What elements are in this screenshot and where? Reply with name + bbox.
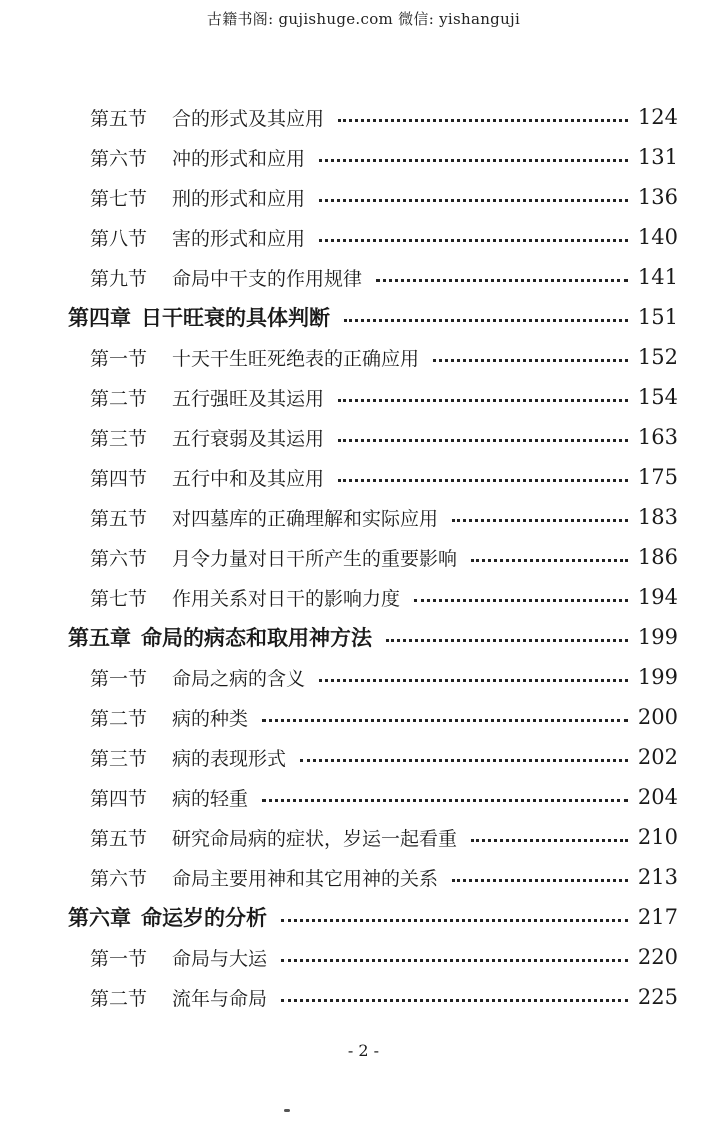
dot-leader <box>300 759 628 762</box>
scan-speck <box>284 1109 290 1112</box>
dot-leader <box>471 839 628 842</box>
toc-section-entry <box>90 777 678 817</box>
dot-leader <box>414 599 628 602</box>
section-title: 命局之病的含义 <box>172 667 306 690</box>
section-number: 第七节 <box>90 587 148 610</box>
section-title: 流年与命局 <box>172 987 268 1010</box>
dot-leader <box>281 959 628 962</box>
section-number: 第四节 <box>90 787 148 810</box>
toc-chapter-entry <box>68 617 678 657</box>
toc-section-entry <box>90 177 678 217</box>
dot-leader <box>338 399 628 402</box>
dot-leader <box>338 119 628 122</box>
page-reference: 220 <box>637 945 678 969</box>
page-reference: 199 <box>637 625 678 649</box>
section-number: 第三节 <box>90 427 148 450</box>
page-reference: 141 <box>637 265 678 289</box>
toc-section-entry <box>90 337 678 377</box>
dot-leader <box>452 519 628 522</box>
toc-section-entry <box>90 497 678 537</box>
page-reference: 186 <box>637 545 678 569</box>
section-number: 第六节 <box>90 147 148 170</box>
page-reference: 202 <box>637 745 678 769</box>
section-title: 病的表现形式 <box>172 747 287 770</box>
chapter-title: 日干旺衰的具体判断 <box>141 305 330 330</box>
dot-leader <box>338 479 628 482</box>
section-title: 五行衰弱及其运用 <box>172 427 325 450</box>
section-title: 命局中干支的作用规律 <box>172 267 363 290</box>
page-reference: 200 <box>637 705 678 729</box>
section-title: 冲的形式和应用 <box>172 147 306 170</box>
page-reference: 213 <box>637 865 678 889</box>
page-reference: 217 <box>637 905 678 929</box>
page-reference: 152 <box>637 345 678 369</box>
toc-section-entry <box>90 697 678 737</box>
page-reference: 163 <box>637 425 678 449</box>
chapter-title: 命局的病态和取用神方法 <box>141 625 372 650</box>
toc-chapter-entry <box>68 297 678 337</box>
dot-leader <box>452 879 628 882</box>
page-reference: 225 <box>637 985 678 1009</box>
section-number: 第二节 <box>90 987 148 1010</box>
section-title: 五行强旺及其运用 <box>172 387 325 410</box>
page-reference: 140 <box>637 225 678 249</box>
toc-section-entry <box>90 577 678 617</box>
section-number: 第一节 <box>90 667 148 690</box>
dot-leader <box>471 559 628 562</box>
toc-section-entry <box>90 457 678 497</box>
section-number: 第五节 <box>90 107 148 130</box>
dot-leader <box>338 439 628 442</box>
dot-leader <box>319 679 628 682</box>
section-number: 第三节 <box>90 747 148 770</box>
section-title: 命局与大运 <box>172 947 268 970</box>
section-number: 第六节 <box>90 867 148 890</box>
dot-leader <box>281 999 628 1002</box>
section-title: 对四墓库的正确理解和实际应用 <box>172 507 439 530</box>
dot-leader <box>386 639 628 642</box>
toc-section-entry <box>90 377 678 417</box>
chapter-number: 第六章 <box>68 905 131 930</box>
toc-section-entry <box>90 657 678 697</box>
section-number: 第五节 <box>90 827 148 850</box>
section-title: 刑的形式和应用 <box>172 187 306 210</box>
dot-leader <box>344 319 628 322</box>
page-number: - 2 - <box>347 1041 380 1060</box>
section-number: 第八节 <box>90 227 148 250</box>
section-number: 第九节 <box>90 267 148 290</box>
toc-section-entry <box>90 97 678 137</box>
toc-chapter-entry <box>68 897 678 937</box>
toc-section-entry <box>90 417 678 457</box>
chapter-number: 第五章 <box>68 625 131 650</box>
page-reference: 199 <box>637 665 678 689</box>
page-reference: 194 <box>637 585 678 609</box>
page-reference: 210 <box>637 825 678 849</box>
section-number: 第一节 <box>90 947 148 970</box>
section-title: 作用关系对日干的影响力度 <box>172 587 401 610</box>
section-number: 第一节 <box>90 347 148 370</box>
toc-section-entry <box>90 257 678 297</box>
dot-leader <box>319 159 628 162</box>
page-reference: 154 <box>637 385 678 409</box>
dot-leader <box>376 279 628 282</box>
page-reference: 136 <box>637 185 678 209</box>
page-reference: 183 <box>637 505 678 529</box>
page-reference: 124 <box>637 105 678 129</box>
toc-section-entry <box>90 537 678 577</box>
section-number: 第五节 <box>90 507 148 530</box>
page-reference: 131 <box>637 145 678 169</box>
section-title: 病的轻重 <box>172 787 249 810</box>
page-reference: 151 <box>637 305 678 329</box>
page-reference: 175 <box>637 465 678 489</box>
section-title: 十天干生旺死绝表的正确应用 <box>172 347 420 370</box>
section-number: 第二节 <box>90 707 148 730</box>
section-title: 月令力量对日干所产生的重要影响 <box>172 547 458 570</box>
section-title: 合的形式及其应用 <box>172 107 325 130</box>
toc-section-entry <box>90 937 678 977</box>
section-title: 病的种类 <box>172 707 249 730</box>
chapter-number: 第四章 <box>68 305 131 330</box>
toc-section-entry <box>90 137 678 177</box>
section-number: 第四节 <box>90 467 148 490</box>
dot-leader <box>262 719 628 722</box>
dot-leader <box>281 919 628 922</box>
toc-section-entry <box>90 217 678 257</box>
section-number: 第七节 <box>90 187 148 210</box>
section-title: 害的形式和应用 <box>172 227 306 250</box>
toc-section-entry <box>90 977 678 1017</box>
toc-section-entry <box>90 857 678 897</box>
dot-leader <box>433 359 628 362</box>
section-title: 五行中和及其应用 <box>172 467 325 490</box>
dot-leader <box>262 799 628 802</box>
section-title: 命局主要用神和其它用神的关系 <box>172 867 439 890</box>
section-number: 第六节 <box>90 547 148 570</box>
watermark-text: 古籍书阁: gujishuge.com 微信: yishanguji <box>206 10 521 28</box>
dot-leader <box>319 239 628 242</box>
toc-section-entry <box>90 817 678 857</box>
toc-section-entry <box>90 737 678 777</box>
chapter-title: 命运岁的分析 <box>141 905 267 930</box>
dot-leader <box>319 199 628 202</box>
page-reference: 204 <box>637 785 678 809</box>
section-number: 第二节 <box>90 387 148 410</box>
section-title: 研究命局病的症状，岁运一起看重 <box>172 827 458 850</box>
